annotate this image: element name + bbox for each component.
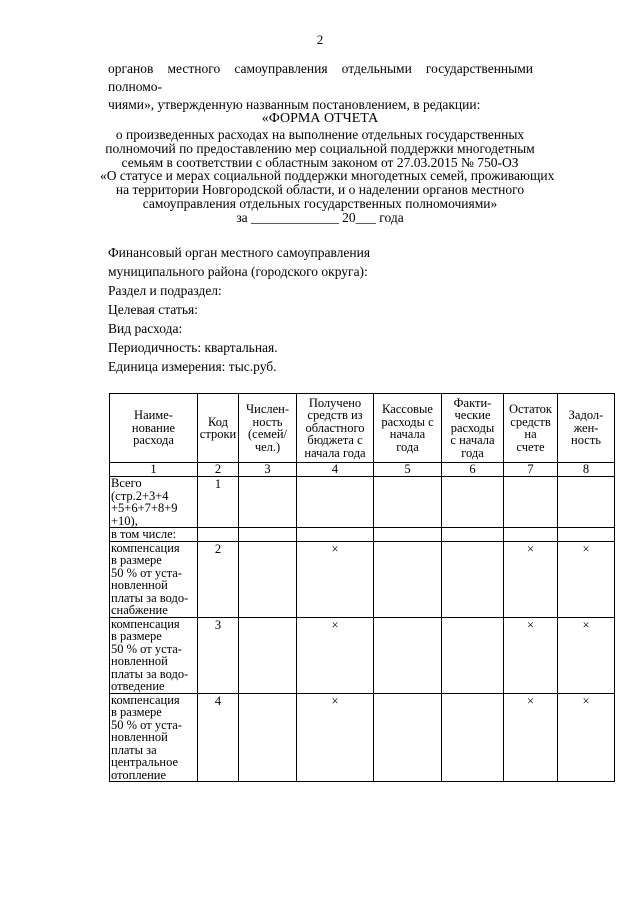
column-header-8: Задол- жен- ность [558,394,615,463]
cross-mark: × [558,693,615,782]
empty-cell [374,693,442,782]
column-number: 6 [442,463,504,477]
empty-cell [504,477,558,528]
form-title: «ФОРМА ОТЧЕТА [261,111,379,126]
column-number: 4 [297,463,374,477]
column-number: 5 [374,463,442,477]
cross-mark: × [504,541,558,617]
empty-cell [239,477,297,528]
intro-line-2: чиями», утвержденную названным постановлением, в редакции: [108,97,481,112]
empty-cell [442,693,504,782]
table-row [110,617,615,693]
empty-cell [442,617,504,693]
form-subtitle-line: на территории Новгородской области, и о наделении органов местного [115,182,525,198]
column-number: 7 [504,463,558,477]
empty-cell [374,617,442,693]
page-number: 2 [316,32,324,47]
empty-cell [374,528,442,542]
empty-cell [442,541,504,617]
column-number: 1 [110,463,198,477]
form-fields [108,243,538,376]
column-header-2: Код строки [198,394,239,463]
field-expense-type: Вид расхода: [108,321,183,336]
table-row [110,541,615,617]
field-finance-organ: Финансовый орган местного самоуправления [108,245,371,260]
form-subtitle-line: о произведенных расходах на выполнение отдельных государственных [115,127,525,142]
column-header-4: Получено средств из областного бюджета с начала года [297,394,374,463]
field-unit: Единица измерения: тыс.руб. [108,359,277,374]
table-row [110,528,615,542]
form-subtitle-line: семьям в соответствии с областным законом от 27.03.2015 № 750-ОЗ [121,154,519,170]
empty-cell [297,477,374,528]
form-subtitle-line: «О статусе и мерах социальной поддержки многодетных семей, проживающих [100,168,555,184]
row-name: Всего (стр.2+3+4 +5+6+7+8+9 +10), [110,477,198,528]
intro-line-1: органов местного самоуправления отдельными государственными полномо- [108,61,533,94]
field-section: Раздел и подраздел: [108,283,222,298]
field-target-article: Целевая статья: [108,302,198,317]
table-row [110,477,615,528]
column-number-row [110,463,615,477]
table-row [110,693,615,782]
row-name: компенсация в размере 50 % от уста- новленной платы за центральное отопление [110,693,198,782]
cross-mark: × [558,541,615,617]
column-header-7: Остаток средств на счете [504,394,558,463]
form-subtitle-line: самоуправления отдельных государственных полномочиями» [142,195,498,211]
field-periodicity: Периодичность: квартальная. [108,340,278,355]
form-period-line: за _____________ 20___ года [236,209,404,225]
form-subtitle [100,127,555,225]
cross-mark: × [297,617,374,693]
empty-cell [442,477,504,528]
row-code: 2 [198,541,239,617]
column-header-6: Факти- ческие расходы с начала года [442,394,504,463]
report-table [109,393,615,782]
empty-cell [558,528,615,542]
empty-cell [297,528,374,542]
cross-mark: × [504,617,558,693]
row-name: в том числе: [110,528,198,542]
empty-cell [374,477,442,528]
column-header-5: Кассовые расходы с начала года [374,394,442,463]
row-name: компенсация в размере 50 % от уста- новленной платы за водо- отведение [110,617,198,693]
field-municipality: муниципального района (городского округа): [108,264,368,279]
empty-cell [239,693,297,782]
table-header-row [110,394,615,463]
column-number: 8 [558,463,615,477]
cross-mark: × [297,693,374,782]
intro-text [108,60,533,114]
empty-cell [558,477,615,528]
column-header-1: Наиме- нование расхода [110,394,198,463]
column-number: 2 [198,463,239,477]
cross-mark: × [558,617,615,693]
cross-mark: × [297,541,374,617]
empty-cell [504,528,558,542]
empty-cell [442,528,504,542]
form-subtitle-line: полномочий по предоставлению мер социальной поддержки многодетным [105,140,535,156]
column-header-3: Числен- ность (семей/ чел.) [239,394,297,463]
row-code: 4 [198,693,239,782]
empty-cell [239,528,297,542]
row-name: компенсация в размере 50 % от уста- новленной платы за водо- снабжение [110,541,198,617]
row-code: 3 [198,617,239,693]
column-number: 3 [239,463,297,477]
cross-mark: × [504,693,558,782]
row-code: 1 [198,477,239,528]
row-code [198,528,239,542]
empty-cell [239,541,297,617]
empty-cell [374,541,442,617]
empty-cell [239,617,297,693]
